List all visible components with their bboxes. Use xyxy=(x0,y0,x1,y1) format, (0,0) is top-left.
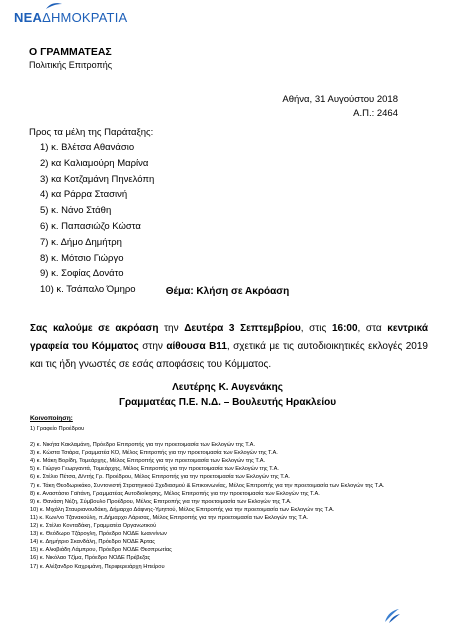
cc-list xyxy=(30,425,435,571)
cc-item: 9) κ. Θανάση Νέζη, Σύμβουλο Προέδρου, Μέλος Επιτροπής για την προετοιμασία των Εκλογών της Τ.Α. xyxy=(30,498,292,505)
body-date: Δευτέρα 3 Σεπτεμβρίου xyxy=(184,323,301,334)
subject-line: Θέμα: Κλήση σε Ακρόαση xyxy=(165,286,290,297)
recipient-item: 5) κ. Νάνο Στάθη xyxy=(40,205,112,217)
body-text-3: , στα xyxy=(357,323,388,334)
letter-date: Αθήνα, 31 Αυγούστου 2018 xyxy=(282,94,398,105)
body-time: 16:00 xyxy=(331,323,358,334)
recipient-item: 6) κ. Παπασιώζο Κώστα xyxy=(40,220,141,232)
cc-item: 12) κ. Στέλιο Κονταδάκη, Γραμματέα Οργανωτικού xyxy=(30,523,157,530)
cc-item: 2) κ. Νικήτα Κακλαμάνη, Πρόεδρο Επιτροπής για την προετοιμασία των Εκλογών της Τ.Α. xyxy=(30,442,256,449)
sender-subtitle: Πολιτικής Επιτροπής xyxy=(29,60,113,70)
recipient-item: 3) κα Κοτζαμάνη Πηνελόπη xyxy=(40,173,155,185)
cc-item: 7) κ. Τάκη Θεοδωρικάκο, Συντονιστή Στρατηγικού Σχεδιασμού & Επικοινωνίας, Μέλος Επιτροπής για την προετοιμασία των Εκλογών της Τ.Α. xyxy=(30,482,385,489)
cc-item: 17) κ. Αλέξανδρο Καχριμάνη, Περιφερειάρχη Ηπείρου xyxy=(30,563,165,570)
body-invite: Σας καλούμε σε ακρόαση xyxy=(30,323,159,334)
cc-item: 5) κ. Γιώργο Γεωργαντά, Τομεάρχης, Μέλος Επιτροπής για την προετοιμασία των Εκλογών της Τ.Α. xyxy=(30,466,279,473)
recipient-item: 1) κ. Βλέτσα Αθανάσιο xyxy=(40,142,135,153)
cc-item: 14) κ. Δημήτριο Σκανδάλη, Πρόεδρο ΝΟΔΕ Άρτας xyxy=(30,539,156,546)
letter-body xyxy=(30,320,428,374)
body-location: κεντρικά γραφεία του Κόμματος xyxy=(30,323,428,352)
cc-item: 6) κ. Στέλιο Πέτσα, Δ/ντής Γρ. Προέδρου, Μέλος Επιτροπής για την προετοιμασία των Εκλογών της Τ.Α. xyxy=(30,474,290,481)
recipient-item: 7) κ. Δήμο Δημήτρη xyxy=(40,236,122,248)
recipient-item: 8) κ. Μότσιο Γιώργο xyxy=(40,252,124,264)
cc-item: 16) κ. Νικόλαο Τζίμα, Πρόεδρο ΝΟΔΕ Πρέβεζας xyxy=(30,555,151,562)
flame-icon xyxy=(383,608,401,624)
signatory-name: Λευτέρης Κ. Αυγενάκης xyxy=(172,382,283,393)
reference-number: Α.Π.: 2464 xyxy=(353,108,398,119)
body-text-4: στην xyxy=(138,341,167,352)
recipient-item: 10) κ. Τσάπαλο Όμηρο xyxy=(40,284,136,296)
body-text-1: την xyxy=(158,323,185,334)
cc-item: 8) κ. Αναστάσιο Γαϊτάνη, Γραμματέας Αυτοδιοίκησης, Μέλος Επιτροπής για την προετοιμασία των Εκλογών της Τ.Α. xyxy=(30,490,320,497)
cc-item: 13) κ. Θεόδωρο Τζάρογλη, Πρόεδρο ΝΟΔΕ Ιωαννίνων xyxy=(30,531,167,538)
signatory-role: Γραμματέας Π.Ε. Ν.Δ. – Βουλευτής Ηρακλείου xyxy=(118,397,337,408)
body-text-5: , σχετικά με τις αυτοδιοικητικές εκλογές 2019 και τις ήδη γνωστές σε εσάς αποφάσεις του Κόμματος. xyxy=(30,341,428,370)
cc-item: 11) κ. Κων/νο Τζανακούλη, π.Δήμαρχο Λάρισας, Μέλος Επιτροπής για την προετοιμασία των Εκλογών της Τ.Α. xyxy=(30,514,309,521)
cc-heading: Κοινοποίηση: xyxy=(30,415,73,422)
body-text-2: , στις xyxy=(300,323,332,334)
cc-item: 4) κ. Μάκη Βορίδη, Τομεάρχης, Μέλος Επιτροπής για την προετοιμασία των Εκλογών της Τ.Α. xyxy=(30,458,266,465)
recipients-heading: Προς τα μέλη της Παράταξης: xyxy=(29,127,154,138)
body-room: αίθουσα Β11 xyxy=(166,341,227,352)
recipients-list xyxy=(40,140,154,298)
recipient-item: 2) κα Καλιαμούρη Μαρίνα xyxy=(40,157,149,169)
cc-item: 15) κ. Αλκιβιάδη Λάμπρου, Πρόεδρο ΝΟΔΕ Θεσπρωτίας xyxy=(30,547,172,554)
party-logo xyxy=(14,8,127,26)
logo-text-nea: ΝΕΑ xyxy=(14,9,43,25)
recipient-item: 9) κ. Σοφίας Δονάτο xyxy=(40,268,124,280)
cc-item: 1) Γραφείο Προέδρου xyxy=(30,426,85,432)
sender-title: Ο ΓΡΑΜΜΑΤΕΑΣ xyxy=(29,46,112,58)
recipient-item: 4) κα Ράρρα Στασινή xyxy=(40,189,128,201)
flame-logo-icon xyxy=(44,2,64,10)
cc-item: 10) κ. Μιχάλη Σταυριανουδάκη, Δήμαρχο Δάφνης-Υμηττού, Μέλος Επιτροπής για την προετοιμασία των Εκλογών της Τ.Α. xyxy=(30,506,335,513)
cc-item: 3) κ. Κώστα Τσιάρα, Γραμματέα ΚΟ, Μέλος Επιτροπής για την προετοιμασία των Εκλογών της Τ.Α. xyxy=(30,450,278,457)
logo-text-dimokratia: ΔΗΜΟΚΡΑΤΙΑ xyxy=(42,9,128,25)
